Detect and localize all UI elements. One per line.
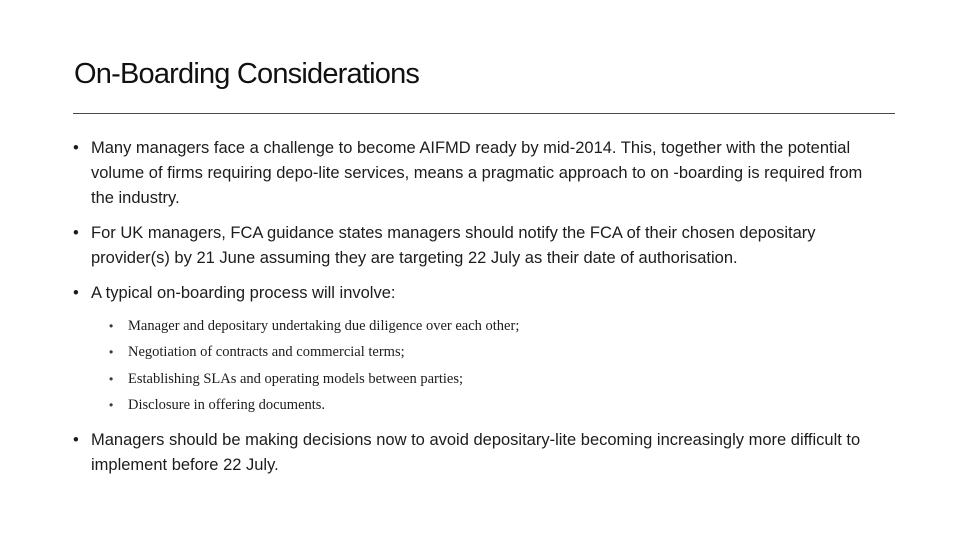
onboarding-steps-list bbox=[109, 313, 878, 418]
sub-bullet-due-diligence: • Manager and depositary undertaking due diligence over each other; bbox=[109, 313, 878, 339]
bullet-onboarding-process: • A typical on-boarding process will involve: bbox=[73, 281, 878, 306]
slide-title: On-Boarding Considerations bbox=[74, 58, 420, 90]
bullet-aifmd-readiness: • Many managers face a challenge to become AIFMD ready by mid-2014. This, together with the potential volume of firms requiring depo-lite services, means a pragmatic approach to on -boarding is required from the industry. bbox=[73, 136, 878, 211]
sub-bullet-disclosure: • Disclosure in offering documents. bbox=[109, 392, 878, 418]
bullet-fca-guidance: • For UK managers, FCA guidance states managers should notify the FCA of their chosen depositary provider(s) by 21 June assuming they are targeting 22 July as their date of authorisation. bbox=[73, 221, 878, 271]
sub-bullet-contracts: • Negotiation of contracts and commercial terms; bbox=[109, 339, 878, 365]
title-divider bbox=[73, 113, 895, 114]
bullet-decisions-now: • Managers should be making decisions now to avoid depositary-lite becoming increasingly more difficult to implement before 22 July. bbox=[73, 428, 878, 478]
slide-body bbox=[73, 136, 878, 488]
sub-bullet-slas: • Establishing SLAs and operating models between parties; bbox=[109, 366, 878, 392]
